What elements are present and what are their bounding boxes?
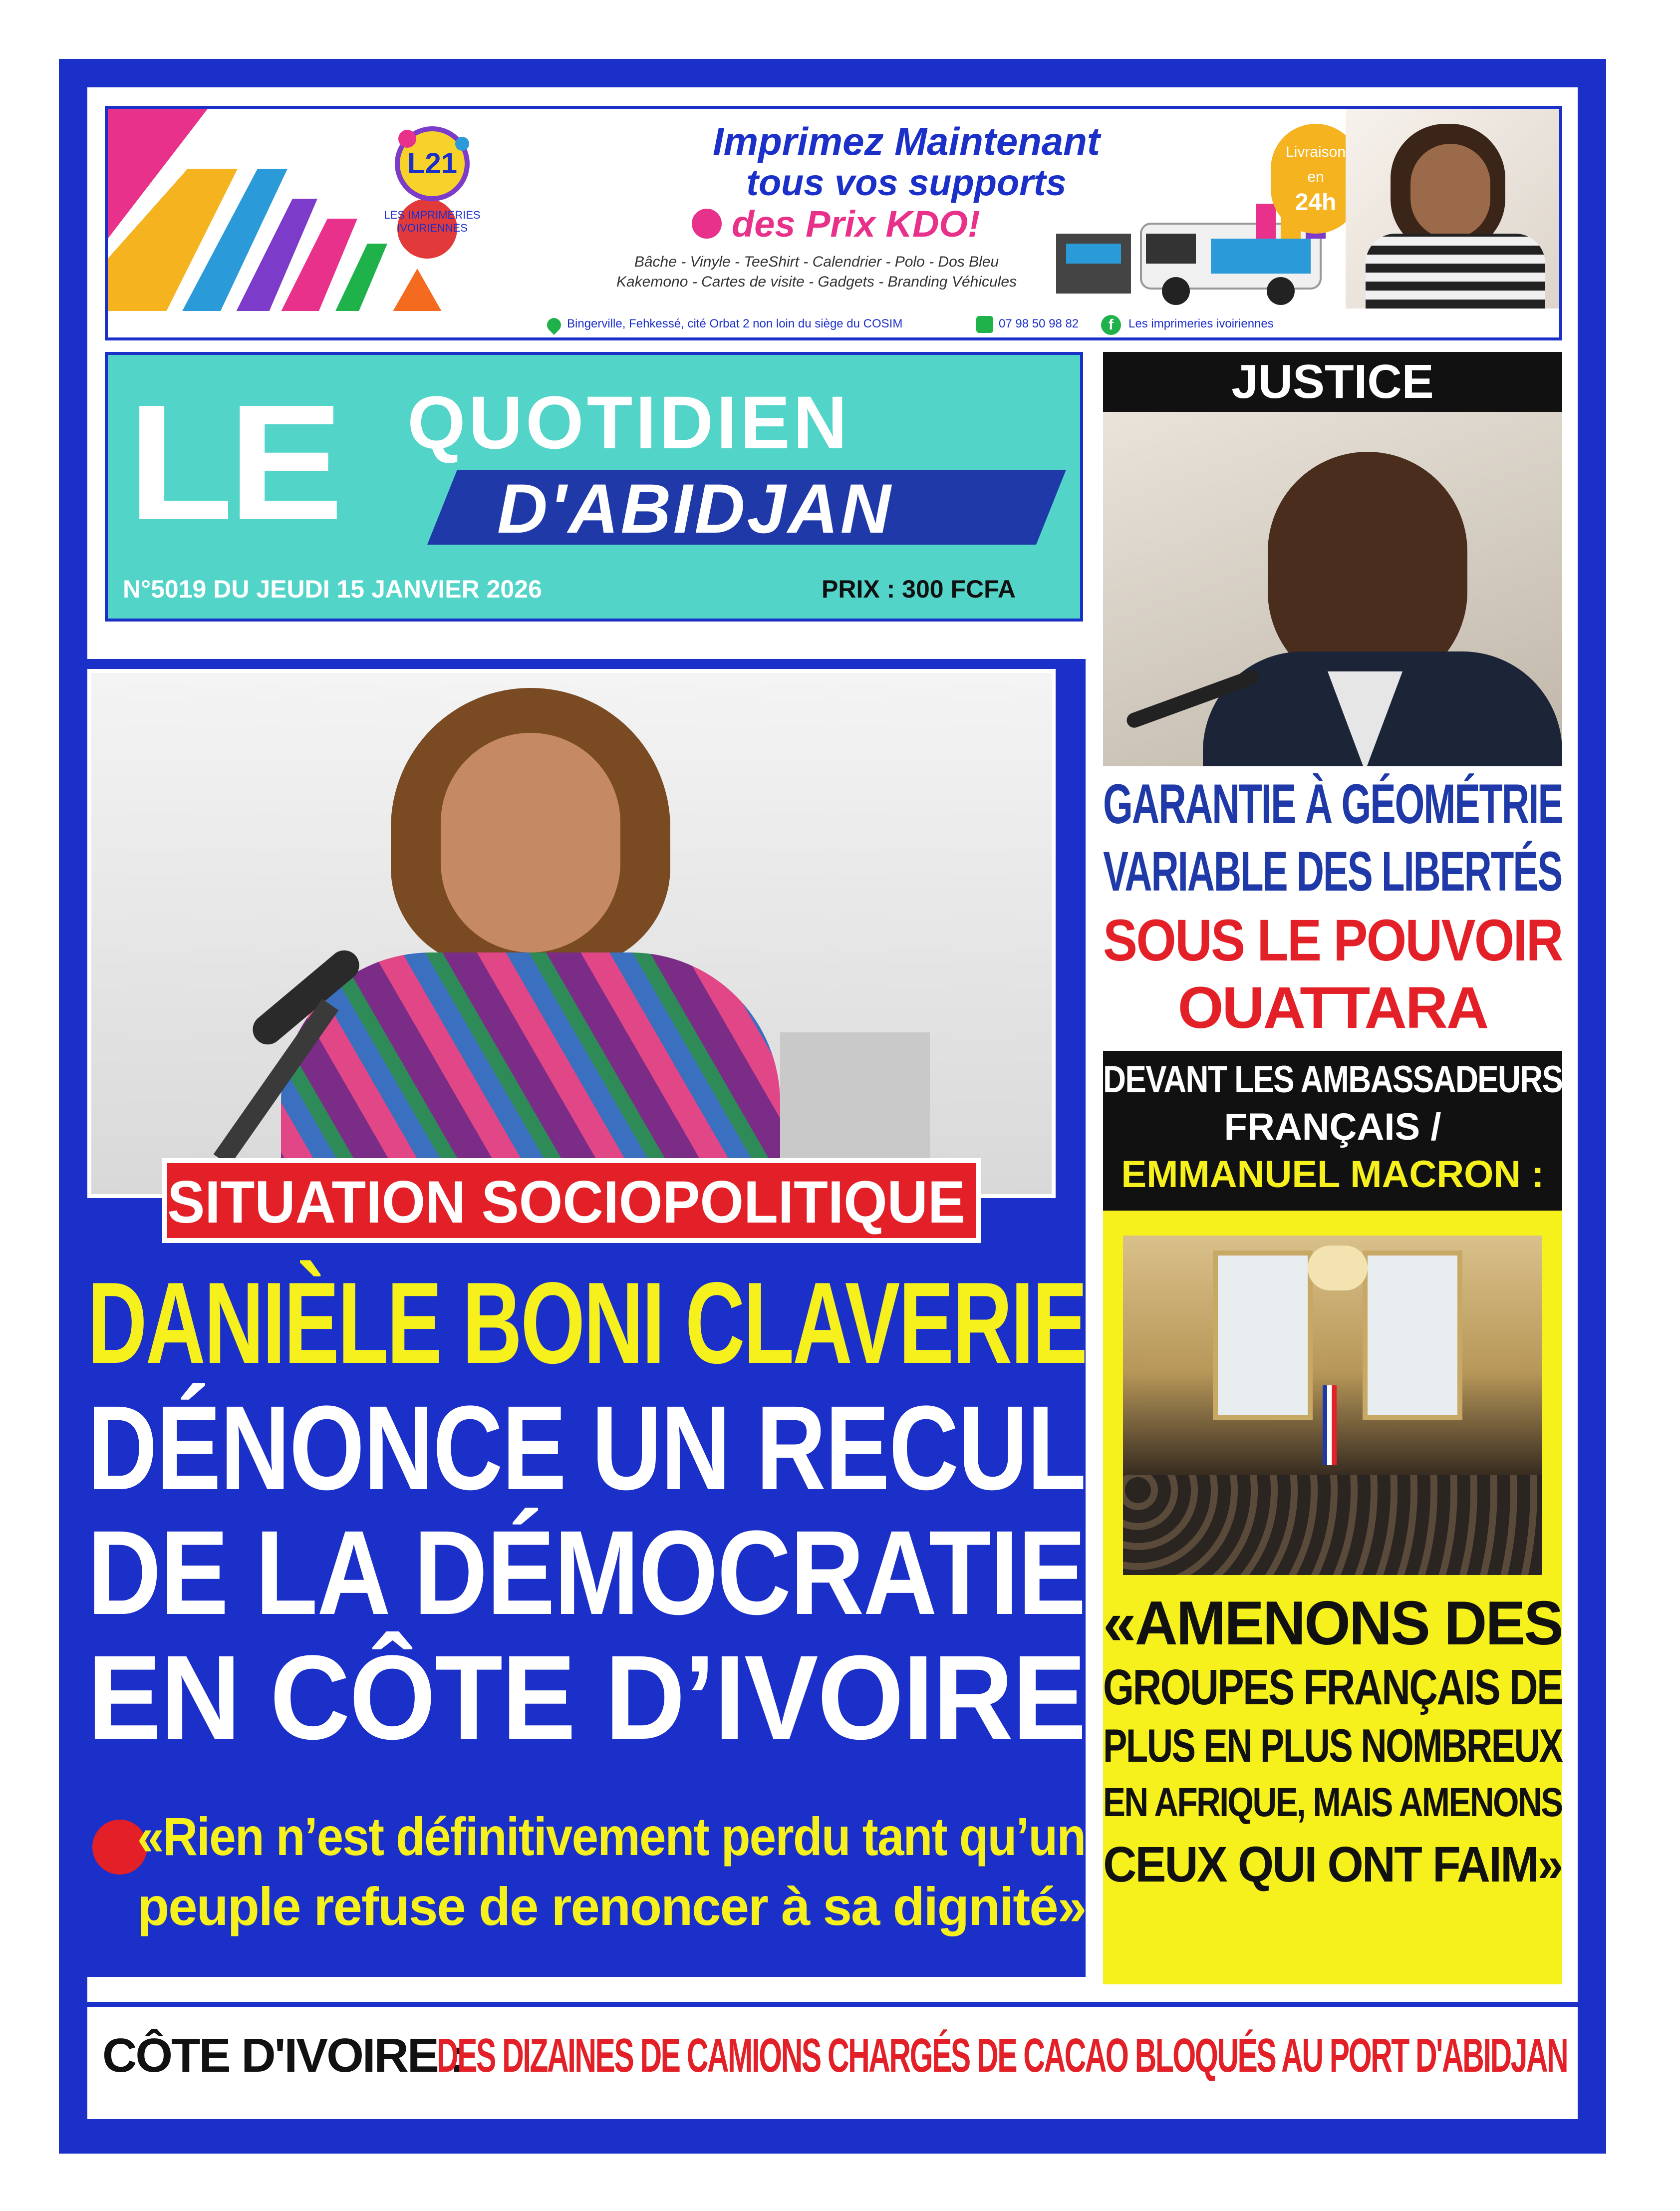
macron-photo-window-right [1363,1251,1462,1420]
macron-yellow-box[interactable] [1103,1211,1562,1984]
macron-quote-1: «AMENONS DES [1103,1589,1562,1658]
bottom-headline-bar[interactable] [87,2002,1578,2112]
macron-quote-3: PLUS EN PLUS NOMBREUX [1103,1719,1562,1772]
main-story-panel[interactable] [87,659,1086,1977]
badge-line-1: Livraison [1285,144,1346,160]
issue-info: N°5019 DU JEUDI 15 JANVIER 2026 [123,575,542,603]
logo-abidjan: D'ABIDJAN [497,469,893,548]
right-column [1103,352,1562,1984]
justice-headline-3[interactable]: SOUS LE POUVOIR [1103,908,1562,973]
ad-brand-name: LES IMPRIMERIES IVOIRIENNES [384,209,481,234]
subject-face [441,733,620,952]
justice-headline-2[interactable]: VARIABLE DES LIBERTÉS [1103,840,1562,903]
ad-headline-1: Imprimez Maintenant [713,119,1100,163]
ad-services-1: Bâche - Vinyle - TeeShirt - Calendrier - Polo - Dos Bleu [634,254,999,270]
macron-label-3: EMMANUEL MACRON : [1121,1153,1544,1196]
main-quote-2: peuple refuse de renoncer à sa dignité» [137,1876,1086,1936]
justice-label-bar[interactable] [1103,352,1562,412]
ad-banner[interactable] [105,106,1562,340]
flag-icon [1323,1385,1337,1465]
price-label: PRIX : 300 FCFA [822,575,1016,603]
macron-quote-5: CEUX QUI ONT FAIM» [1103,1837,1562,1893]
main-headline-4: EN CÔTE D’IVOIRE [87,1630,1086,1764]
macron-photo [1123,1236,1542,1575]
macron-quote-2: GROUPES FRANÇAIS DE [1103,1659,1562,1715]
macron-label-1: DEVANT LES AMBASSADEURS [1103,1058,1563,1101]
bottom-headline: DES DIZAINES DE CAMIONS CHARGÉS DE CACAO BLOQUÉS AU PORT D'ABIDJAN [437,2029,1568,2082]
justice-label: JUSTICE [1231,355,1434,408]
chandelier-icon [1308,1246,1368,1290]
ad-phone: 07 98 50 98 82 [999,317,1079,330]
audience [1123,1475,1542,1575]
logo-quotidien: QUOTIDIEN [407,380,850,464]
ad-contact-bar [108,311,1562,340]
bottom-label: CÔTE D'IVOIRE : [102,2029,464,2082]
ad-logo-code: L21 [407,147,457,180]
main-headline-1: DANIÈLE BONI CLAVERIE [87,1259,1087,1388]
facebook-icon: f [1101,315,1121,335]
ad-headline-3: des Prix KDO! [732,203,980,245]
ad-model-face [1410,144,1490,239]
kicker-box [162,1158,981,1243]
main-story-photo [87,669,1056,1198]
gift-icon [692,209,722,239]
logo-le: LE [128,370,338,554]
phone-icon [976,316,993,333]
main-headline-3: DE LA DÉMOCRATIE [87,1506,1086,1639]
macron-label-2: FRANÇAIS / [1224,1106,1441,1148]
badge-line-2: en [1307,169,1324,185]
ad-social: Les imprimeries ivoiriennes [1128,317,1274,330]
masthead[interactable] [105,352,1083,622]
macron-photo-window-left [1213,1251,1313,1420]
ad-address: Bingerville, Fehkessé, cité Orbat 2 non loin du siège du COSIM [567,317,903,330]
ad-model-photo [1346,109,1562,309]
ad-logo [367,124,497,254]
macron-label-box[interactable] [1103,1051,1562,1211]
main-headline-2: DÉNONCE UN RECUL [87,1381,1086,1515]
kicker-text: SITUATION SOCIOPOLITIQUE [167,1169,966,1236]
justice-headline-4[interactable]: OUATTARA [1177,975,1488,1041]
macron-quote-4: EN AFRIQUE, MAIS AMENONS [1103,1780,1562,1825]
main-quote-1: «Rien n’est définitivement perdu tant qu’un [137,1806,1086,1867]
justice-headline-1[interactable]: GARANTIE À GÉOMÉTRIE [1103,773,1563,835]
justice-photo [1103,412,1562,766]
ad-headline-2: tous vos supports [746,162,1067,203]
ad-model-shirt [1366,234,1545,309]
ad-services-2: Kakemono - Cartes de visite - Gadgets - Branding Véhicules [616,274,1017,290]
badge-line-3: 24h [1295,189,1337,216]
location-icon [544,315,564,335]
